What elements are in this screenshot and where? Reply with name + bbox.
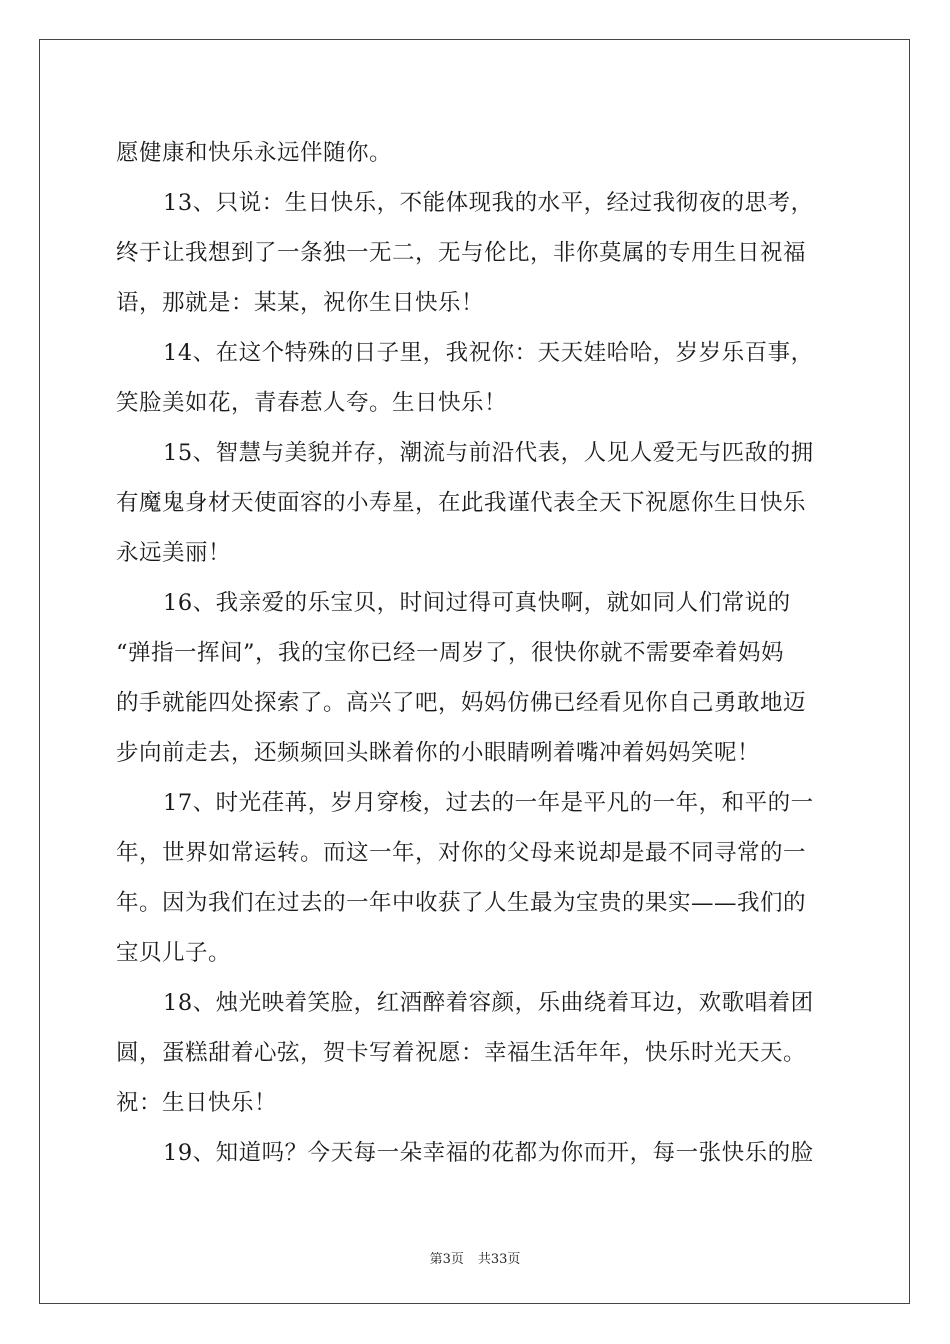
text-line: 笑脸美如花，青春惹人夸。生日快乐！	[116, 390, 508, 416]
text-line: 年，世界如常运转。而这一年，对你的父母来说却是最不同寻常的一	[116, 840, 807, 866]
text-line: 17、时光荏苒，岁月穿梭，过去的一年是平凡的一年，和平的一	[163, 790, 814, 816]
text-line: 19、知道吗？今天每一朵幸福的花都为你而开，每一张快乐的脸	[163, 1140, 814, 1166]
text-line: 语，那就是：某某，祝你生日快乐！	[116, 290, 485, 316]
text-line: 18、烛光映着笑脸，红酒醉着容颜，乐曲绕着耳边，欢歌唱着团	[163, 990, 814, 1016]
document-body	[116, 128, 836, 1178]
text-line: 15、智慧与美貌并存，潮流与前沿代表，人见人爱无与匹敌的拥	[163, 440, 814, 466]
text-line: 的手就能四处探索了。高兴了吧，妈妈仿佛已经看见你自己勇敢地迈	[116, 690, 807, 716]
text-line: 16、我亲爱的乐宝贝，时间过得可真快啊，就如同人们常说的	[163, 590, 791, 616]
text-line: 祝：生日快乐！	[116, 1090, 278, 1116]
text-line: 终于让我想到了一条独一无二，无与伦比，非你莫属的专用生日祝福	[116, 240, 807, 266]
text-line: 年。因为我们在过去的一年中收获了人生最为宝贵的果实——我们的	[116, 890, 807, 916]
page-footer	[0, 1248, 950, 1267]
text-line: 有魔鬼身材天使面容的小寿星，在此我谨代表全天下祝愿你生日快乐	[116, 490, 807, 516]
page-total: 共33页	[477, 1252, 521, 1267]
page-number: 第3页	[429, 1252, 464, 1267]
text-line: 步向前走去，还频频回头眯着你的小眼睛咧着嘴冲着妈妈笑呢！	[116, 740, 761, 766]
text-line: 13、只说：生日快乐，不能体现我的水平，经过我彻夜的思考，	[163, 190, 814, 216]
text-line: 圆，蛋糕甜着心弦，贺卡写着祝愿：幸福生活年年，快乐时光天天。	[116, 1040, 807, 1066]
text-line: 永远美丽！	[116, 540, 232, 566]
text-line: “弹指一挥间”，我的宝你已经一周岁了，很快你就不需要牵着妈妈	[116, 640, 785, 666]
text-line: 愿健康和快乐永远伴随你。	[116, 140, 393, 166]
text-line: 14、在这个特殊的日子里，我祝你：天天娃哈哈，岁岁乐百事，	[163, 340, 814, 366]
text-line: 宝贝儿子。	[116, 940, 232, 966]
